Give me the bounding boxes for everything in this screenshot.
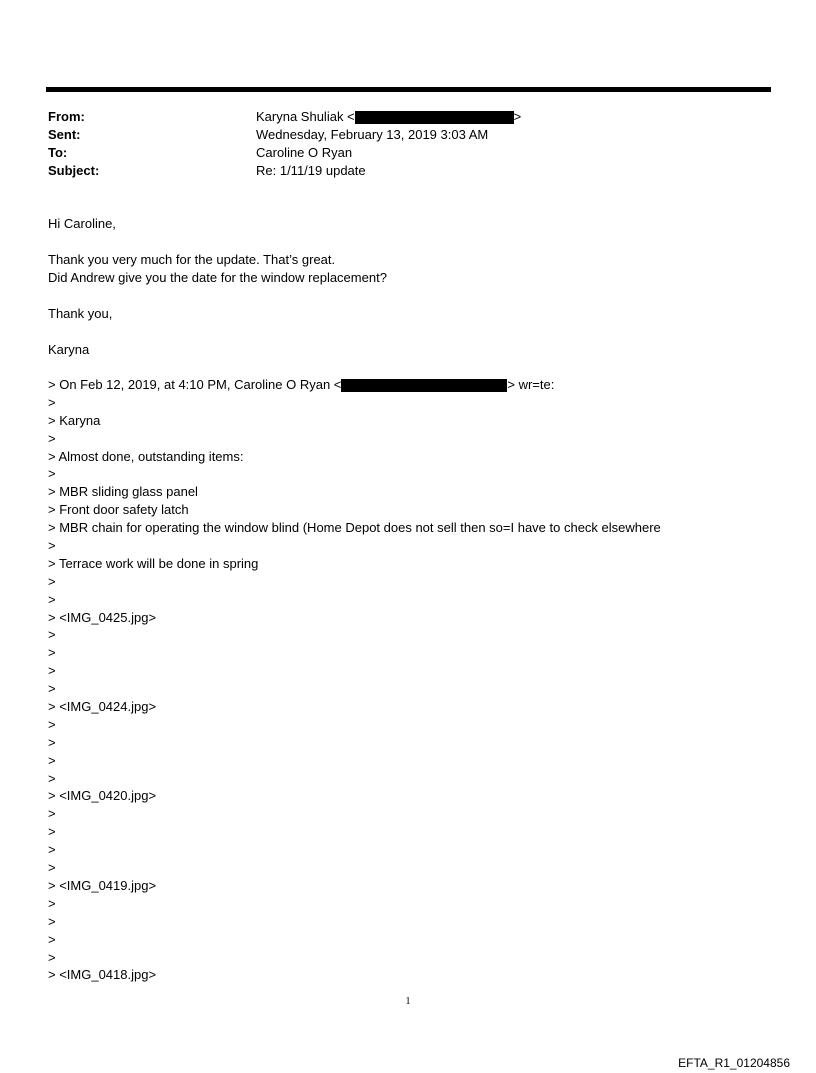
sent-label: Sent: <box>48 127 81 142</box>
quote-line: > <box>48 716 56 732</box>
header-divider <box>46 87 771 92</box>
quote-lines <box>48 394 768 984</box>
quote-intro-suffix: > wr=te: <box>507 377 555 392</box>
quote-line: > <box>48 752 56 768</box>
quote-line: > <IMG_0425.jpg> <box>48 609 157 625</box>
subject-row <box>48 162 748 180</box>
quote-line: > <IMG_0424.jpg> <box>48 699 157 715</box>
quote-line: > <box>48 806 56 822</box>
from-close-bracket: > <box>513 109 522 124</box>
quote-line: > <box>48 627 56 643</box>
quote-line: > <box>48 842 56 858</box>
quote-line: > <box>48 430 56 446</box>
quote-line: > <box>48 734 56 750</box>
quote-line: > <IMG_0420.jpg> <box>48 788 157 804</box>
quote-line: > <box>48 824 56 840</box>
signature <box>48 341 768 359</box>
quote-line: > <box>48 913 56 929</box>
from-value <box>256 108 748 126</box>
main-paragraph-line-2: Did Andrew give you the date for the window replacement? <box>48 270 387 285</box>
closing-text: Thank you, <box>48 306 113 321</box>
quote-line: > MBR sliding glass panel <box>48 484 198 500</box>
email-header <box>48 108 748 180</box>
quote-line: > <box>48 681 56 697</box>
main-paragraph <box>48 251 768 287</box>
subject-value: Re: 1/11/19 update <box>256 163 366 178</box>
from-label: From: <box>48 109 85 124</box>
quote-intro-line <box>48 376 768 394</box>
quote-line: > <box>48 538 56 554</box>
quote-line: > Terrace work will be done in spring <box>48 555 259 571</box>
greeting-text: Hi Caroline, <box>48 216 116 231</box>
bates-number: EFTA_R1_01204856 <box>678 1056 790 1070</box>
quote-line: > <box>48 949 56 965</box>
quote-line: > <box>48 466 56 482</box>
from-row <box>48 108 748 126</box>
quote-line: > <box>48 394 56 410</box>
quote-line: > Almost done, outstanding items: <box>48 448 244 464</box>
quote-line: > <box>48 931 56 947</box>
quoted-message <box>48 376 768 984</box>
to-value: Caroline O Ryan <box>256 145 353 160</box>
quote-line: > <box>48 770 56 786</box>
quote-line: > MBR chain for operating the window blind (Home Depot does not sell then so=I have to check elsewhere <box>48 520 661 536</box>
quote-line: > <box>48 860 56 876</box>
to-row <box>48 144 748 162</box>
redacted-email-box <box>341 379 507 392</box>
quote-intro-prefix: > On Feb 12, 2019, at 4:10 PM, Caroline O Ryan < <box>48 377 342 392</box>
greeting <box>48 215 768 233</box>
main-paragraph-line-1: Thank you very much for the update. That’s great. <box>48 252 336 267</box>
quote-line: > Front door safety latch <box>48 502 189 518</box>
subject-label: Subject: <box>48 163 100 178</box>
quote-line: > Karyna <box>48 412 101 428</box>
quote-line: > <IMG_0418.jpg> <box>48 967 157 983</box>
signature-text: Karyna <box>48 342 90 357</box>
quote-line: > <box>48 895 56 911</box>
quote-line: > <IMG_0419.jpg> <box>48 877 157 893</box>
from-name: Karyna Shuliak < <box>256 109 355 124</box>
sent-row <box>48 126 748 144</box>
sent-value: Wednesday, February 13, 2019 3:03 AM <box>256 127 489 142</box>
redacted-email-box <box>355 111 514 124</box>
quote-line: > <box>48 663 56 679</box>
email-body <box>48 215 768 377</box>
to-label: To: <box>48 145 68 160</box>
closing <box>48 305 768 323</box>
page-number: 1 <box>405 996 411 1007</box>
quote-line: > <box>48 573 56 589</box>
quote-line: > <box>48 645 56 661</box>
quote-line: > <box>48 591 56 607</box>
